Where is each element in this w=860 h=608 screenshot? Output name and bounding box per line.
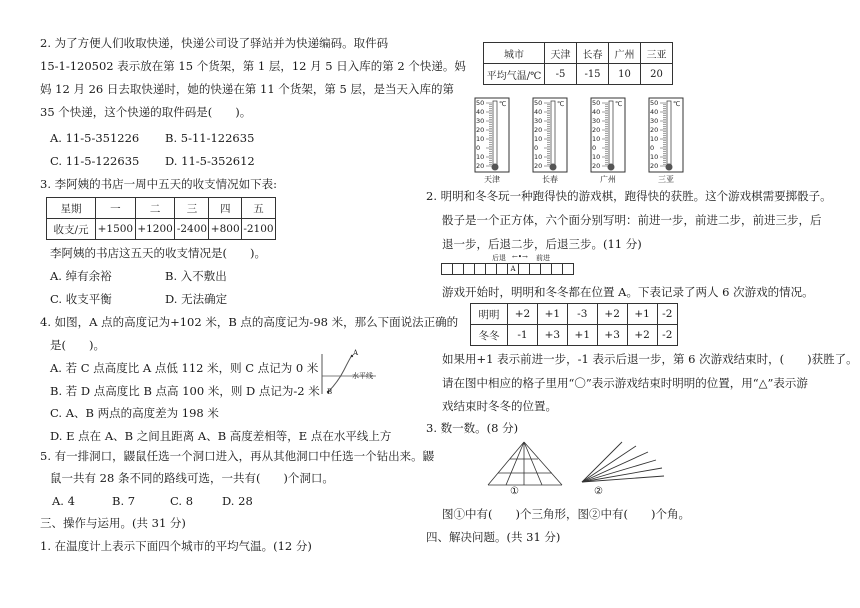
q3-option-d[interactable]: D. 无法确定 [165,292,228,306]
thermometer-tick-label: 10 [476,135,485,143]
q3-question: 李阿姨的书店这五天的收支情况是( )。 [50,246,266,260]
table-cell: +2 [627,325,657,346]
q4-option-b[interactable]: B. 若 D 点高度比 B 点高 100 米，则 D 点记为-2 米 [50,384,320,398]
table-cell: 天津 [545,43,577,64]
q3-title: 3. 李阿姨的书店一周中五天的收支情况如下表: [40,177,277,191]
q2-line-1: 2. 为了方便人们收取快递，快递公司设了驿站并为快递编码。取件码 [40,36,389,50]
table-cell: 长春 [577,43,609,64]
thermometer[interactable] [590,97,626,184]
op3-title: 3. 数一数。(8 分) [426,421,519,435]
thermometer[interactable] [648,97,684,184]
q2-line-3: 妈 12 月 26 日去取快递时，她的快递在第 11 个货架，第 5 层，是当天入库的第 [40,82,454,96]
table-cell: +1 [537,304,567,325]
thermometer-tick-label: 10 [476,153,485,161]
thermometer-tick-label: 20 [592,126,601,134]
thermometer-tick-label: 10 [592,135,601,143]
table-cell: -2 [657,325,677,346]
q2-option-c[interactable]: C. 11-5-122635 [50,154,140,168]
op2-intro: 游戏开始时，明明和冬冬都在位置 A。下表记录了两人 6 次游戏的情况。 [442,285,814,299]
double-arrow-icon: ←•→ [512,253,528,261]
thermometer[interactable] [474,97,510,184]
table-cell: -2100 [241,219,275,240]
thermometer-tick-label: 20 [476,126,485,134]
thermometer-tick-label: 50 [534,99,543,107]
thermometer-tick-label: 20 [476,162,485,170]
board-cells [442,263,574,275]
table-cell: 明明 [471,304,508,325]
op2-line-1: 2. 明明和冬冬玩一种跑得快的游戏棋，跑得快的获胜。这个游戏棋需要掷骰子。 [426,189,832,203]
slope-curve [328,355,352,392]
thermometer-tick-label: 20 [534,126,543,134]
thermometer-tick-label: 20 [592,162,601,170]
thermometer-city-label: 三亚 [658,175,674,184]
table-cell: 五 [241,198,275,219]
board-cell[interactable]: A [507,263,519,275]
board-label-back: 后退 [492,254,506,262]
q3-option-a[interactable]: A. 绰有余裕 [50,269,112,283]
triangle-figure [486,440,566,488]
table-cell: 三亚 [641,43,673,64]
income-table-row [47,219,276,240]
q4-line-1: 4. 如图，A 点的高度记为+102 米，B 点的高度记为-98 米，那么下面说法正确的 [40,315,459,329]
thermometer-tick-label: 50 [592,99,601,107]
thermometer-tick-label: 10 [534,153,543,161]
table-cell: 广州 [609,43,641,64]
table-cell: +1 [567,325,597,346]
section-3-heading: 三、操作与运用。(共 31 分) [40,516,186,530]
q2-line-4: 35 个快递，这个快递的取件码是( )。 [40,105,252,119]
table-cell: -2 [657,304,677,325]
table-cell: 四 [209,198,241,219]
table-cell: 10 [609,64,641,85]
thermometer-tick-label: 40 [476,108,485,116]
table-cell: +3 [537,325,567,346]
table-cell: 星期 [47,198,96,219]
q4-line-2: 是( )。 [50,338,105,352]
angle-figure [578,440,666,488]
figure-label-b: B [327,388,333,396]
figure-label-a: A [353,349,359,357]
city-table-header [484,43,673,64]
table-cell: -15 [577,64,609,85]
thermometer-tick-label: 40 [592,108,601,116]
q4-option-a[interactable]: A. 若 C 点高度比 A 点低 112 米，则 C 点记为 0 米 [50,361,319,375]
thermometer-tick-label: 50 [476,99,485,107]
income-table-header [47,198,276,219]
q3-option-b[interactable]: B. 入不敷出 [165,269,227,283]
thermometer-tick-label: 10 [650,153,659,161]
thermometer-tick-label: 40 [650,108,659,116]
city-temp-table [483,42,673,85]
board-label-forward: 前进 [536,254,550,262]
thermometer-unit: ℃ [499,100,507,108]
thermometer-tick-label: 20 [650,126,659,134]
thermometer-tick-label: 0 [650,144,655,152]
figure-label-horizon: 水平线 [352,372,373,380]
thermometer-city-label: 广州 [600,175,616,184]
q2-option-a[interactable]: A. 11-5-351226 [50,131,140,145]
thermometer-tick-label: 40 [534,108,543,116]
table-cell: -5 [545,64,577,85]
fig-label-1: ① [510,486,519,497]
thermometer-city-label: 长春 [542,175,558,184]
op1-title: 1. 在温度计上表示下面四个城市的平均气温。(12 分) [40,539,312,553]
q5-option-a[interactable]: A. 4 [52,494,75,508]
thermometer-tick-label: 20 [534,162,543,170]
op2-line-3: 退一步，后退二步，后退三步。(11 分) [442,237,642,251]
table-cell: +1 [627,304,657,325]
table-cell: -1 [508,325,538,346]
thermometer-tick-label: 10 [592,153,601,161]
fig-label-2: ② [594,486,603,497]
thermometer-tick-label: 0 [476,144,481,152]
thermometer[interactable] [532,97,568,184]
table-cell: 三 [175,198,209,219]
table-cell: 20 [641,64,673,85]
q2-option-b[interactable]: B. 5-11-122635 [165,131,255,145]
op2-after-1: 如果用+1 表示前进一步，-1 表示后退一步，第 6 次游戏结束时，( )获胜了。 [442,352,858,366]
moves-row-mingming [471,304,678,325]
table-cell: 二 [135,198,175,219]
table-cell: 平均气温/℃ [484,64,545,85]
table-cell: +3 [597,325,627,346]
table-cell: 收支/元 [47,219,96,240]
table-cell: +1500 [96,219,136,240]
thermometer-tick-label: 10 [650,135,659,143]
table-cell: 冬冬 [471,325,508,346]
thermometer-unit: ℃ [557,100,565,108]
moves-row-dongdong [471,325,678,346]
table-cell: -3 [567,304,597,325]
city-table-row [484,64,673,85]
table-cell: +2 [508,304,538,325]
q5-option-b[interactable]: B. 7 [112,494,136,508]
q4-option-d[interactable]: D. E 点在 A、B 之间且距离 A、B 高度差相等，E 点在水平线上方 [50,429,392,443]
table-cell: +1200 [135,219,175,240]
thermometer-unit: ℃ [615,100,623,108]
thermometer-tick-label: 0 [592,144,597,152]
board-cell[interactable] [562,263,574,275]
op2-after-2: 请在图中相应的格子里用“〇”表示游戏结束时明明的位置，用“△”表示游 [442,376,808,390]
table-cell: 一 [96,198,136,219]
q2-option-d[interactable]: D. 11-5-352612 [165,154,255,168]
table-cell: -2400 [175,219,209,240]
thermometer-tick-label: 30 [476,117,485,125]
moves-table [470,303,678,346]
thermometer-tick-label: 30 [534,117,543,125]
op2-after-3: 戏结束时冬冬的位置。 [442,399,557,413]
income-table [46,197,276,240]
q4-option-c[interactable]: C. A、B 两点的高度差为 198 米 [50,406,219,420]
table-cell: +800 [209,219,241,240]
q2-line-2: 15-1-120502 表示放在第 15 个货架，第 1 层，12 月 5 日入库的第 2 个快递。妈 [40,59,466,73]
q5-option-d[interactable]: D. 28 [222,494,253,508]
thermometer-tick-label: 20 [650,162,659,170]
section-4-heading: 四、解决问题。(共 31 分) [426,530,561,544]
thermometer-tick-label: 10 [534,135,543,143]
q5-line-2: 鼠一共有 28 条不同的路线可选，一共有( )个洞口。 [50,471,334,485]
q5-option-c[interactable]: C. 8 [170,494,194,508]
thermometer-tick-label: 0 [534,144,539,152]
table-cell: +2 [597,304,627,325]
q3-option-c[interactable]: C. 收支平衡 [50,292,112,306]
op3-question: 图①中有( )个三角形，图②中有( )个角。 [442,507,690,521]
q5-line-1: 5. 有一排洞口，鼹鼠任选一个洞口进入，再从其他洞口中任选一个钻出来。鼹 [40,449,435,463]
thermometer-city-label: 天津 [484,175,500,184]
thermometer-tick-label: 30 [650,117,659,125]
height-figure [318,349,378,398]
op2-line-2: 骰子是一个正方体，六个面分别写明：前进一步，前进二步，前进三步，后 [442,213,822,227]
thermometer-tick-label: 30 [592,117,601,125]
thermometer-unit: ℃ [673,100,681,108]
thermometer-tick-label: 50 [650,99,659,107]
table-cell: 城市 [484,43,545,64]
